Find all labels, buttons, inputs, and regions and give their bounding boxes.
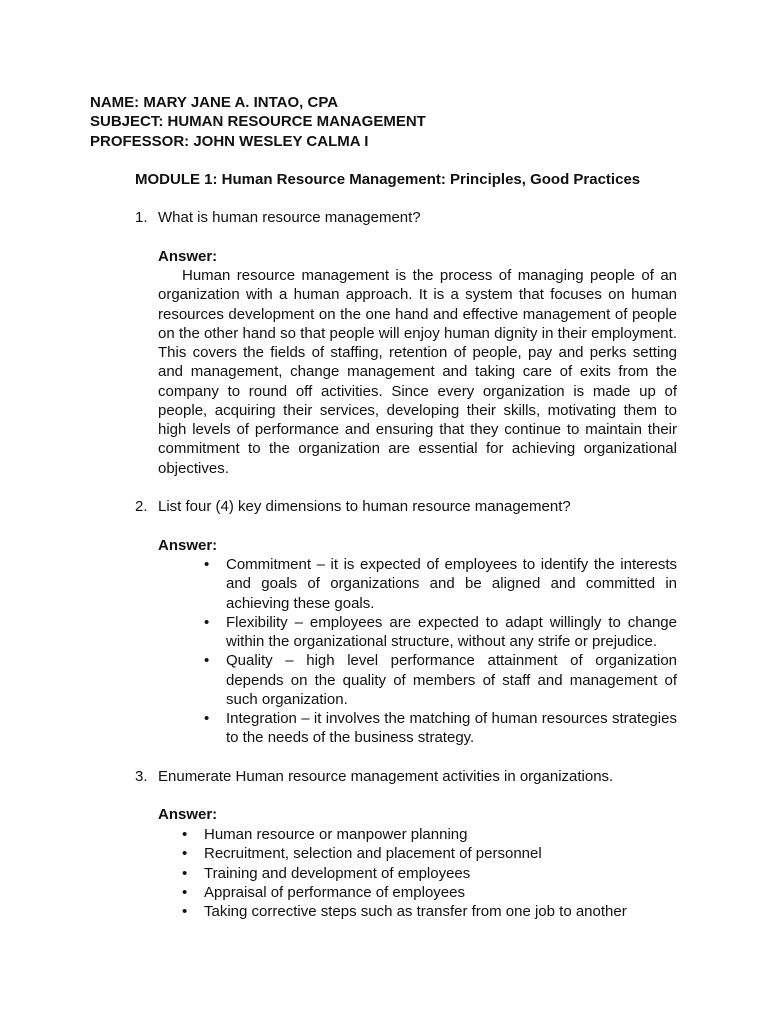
subject-line: SUBJECT: HUMAN RESOURCE MANAGEMENT: [90, 113, 426, 131]
list-item-text: Taking corrective steps such as transfer from one job to another: [204, 903, 627, 920]
list-item: [182, 825, 627, 844]
question-text: List four (4) key dimensions to human resource management?: [158, 498, 571, 515]
question-number: 3.: [135, 768, 148, 785]
question-text: Enumerate Human resource management activities in organizations.: [158, 768, 614, 785]
list-item: [204, 613, 677, 652]
list-item: [182, 844, 627, 863]
list-item-text: Recruitment, selection and placement of personnel: [204, 845, 542, 863]
list-item: [204, 555, 677, 613]
answer-label: Answer:: [158, 806, 218, 823]
bullet-icon: •: [182, 903, 188, 920]
bullet-icon: •: [204, 710, 210, 727]
list-item-text: Quality – high level performance attainment of organization depends on the quality of members of staff and management of such organization.: [226, 652, 677, 708]
list-item-text: Training and development of employees: [204, 864, 471, 882]
bullet-icon: •: [182, 845, 188, 863]
bullet-icon: •: [204, 613, 210, 631]
answer-label: Answer:: [158, 537, 218, 554]
activities-list: [182, 825, 627, 921]
student-name: NAME: MARY JANE A. INTAO, CPA: [90, 94, 339, 111]
list-item: [204, 651, 677, 709]
list-item-text: Integration – it involves the matching of human resources strategies to the needs of the business strategy.: [226, 710, 677, 747]
list-item: [204, 709, 677, 748]
list-item-text: Commitment – it is expected of employees to identify the interests and goals of organizations and be aligned and committed in achieving these goals.: [226, 556, 677, 612]
list-item-text: Human resource or manpower planning: [204, 826, 468, 843]
document-header: [90, 93, 426, 151]
module-title: MODULE 1: Human Resource Management: Principles, Good Practices: [135, 171, 641, 188]
answer-paragraph: Human resource management is the process of managing people of an organization with a human approach. It is a system that focuses on human resources development on the one hand and effective management of people on the other hand so that people will enjoy human dignity in their employment. This covers the fields of staffing, retention of people, pay and perks setting and management, change management and taking care of exits from the company to round off activities. Since every organization is made up of people, acquiring their services, developing their skills, motivating them to high levels of performance and ensuring that they continue to maintain their commitment to the organization are essential for achieving organizational objectives.: [158, 267, 677, 477]
bullet-icon: •: [182, 826, 188, 843]
bullet-icon: •: [204, 652, 210, 670]
bullet-icon: •: [182, 883, 188, 901]
question-number: 2.: [135, 498, 148, 515]
bullet-icon: •: [182, 864, 188, 882]
bullet-icon: •: [204, 556, 210, 573]
question-text: What is human resource management?: [158, 209, 421, 226]
list-item-text: Flexibility – employees are expected to adapt willingly to change within the organizational structure, without any strife or prejudice.: [226, 613, 677, 650]
list-item: [182, 902, 627, 921]
professor-line: PROFESSOR: JOHN WESLEY CALMA I: [90, 132, 369, 150]
list-item: [182, 864, 627, 883]
list-item-text: Appraisal of performance of employees: [204, 883, 465, 901]
list-item: [182, 883, 627, 902]
answer-label: Answer:: [158, 248, 218, 265]
question-number: 1.: [135, 209, 148, 226]
dimensions-list: [204, 555, 677, 748]
